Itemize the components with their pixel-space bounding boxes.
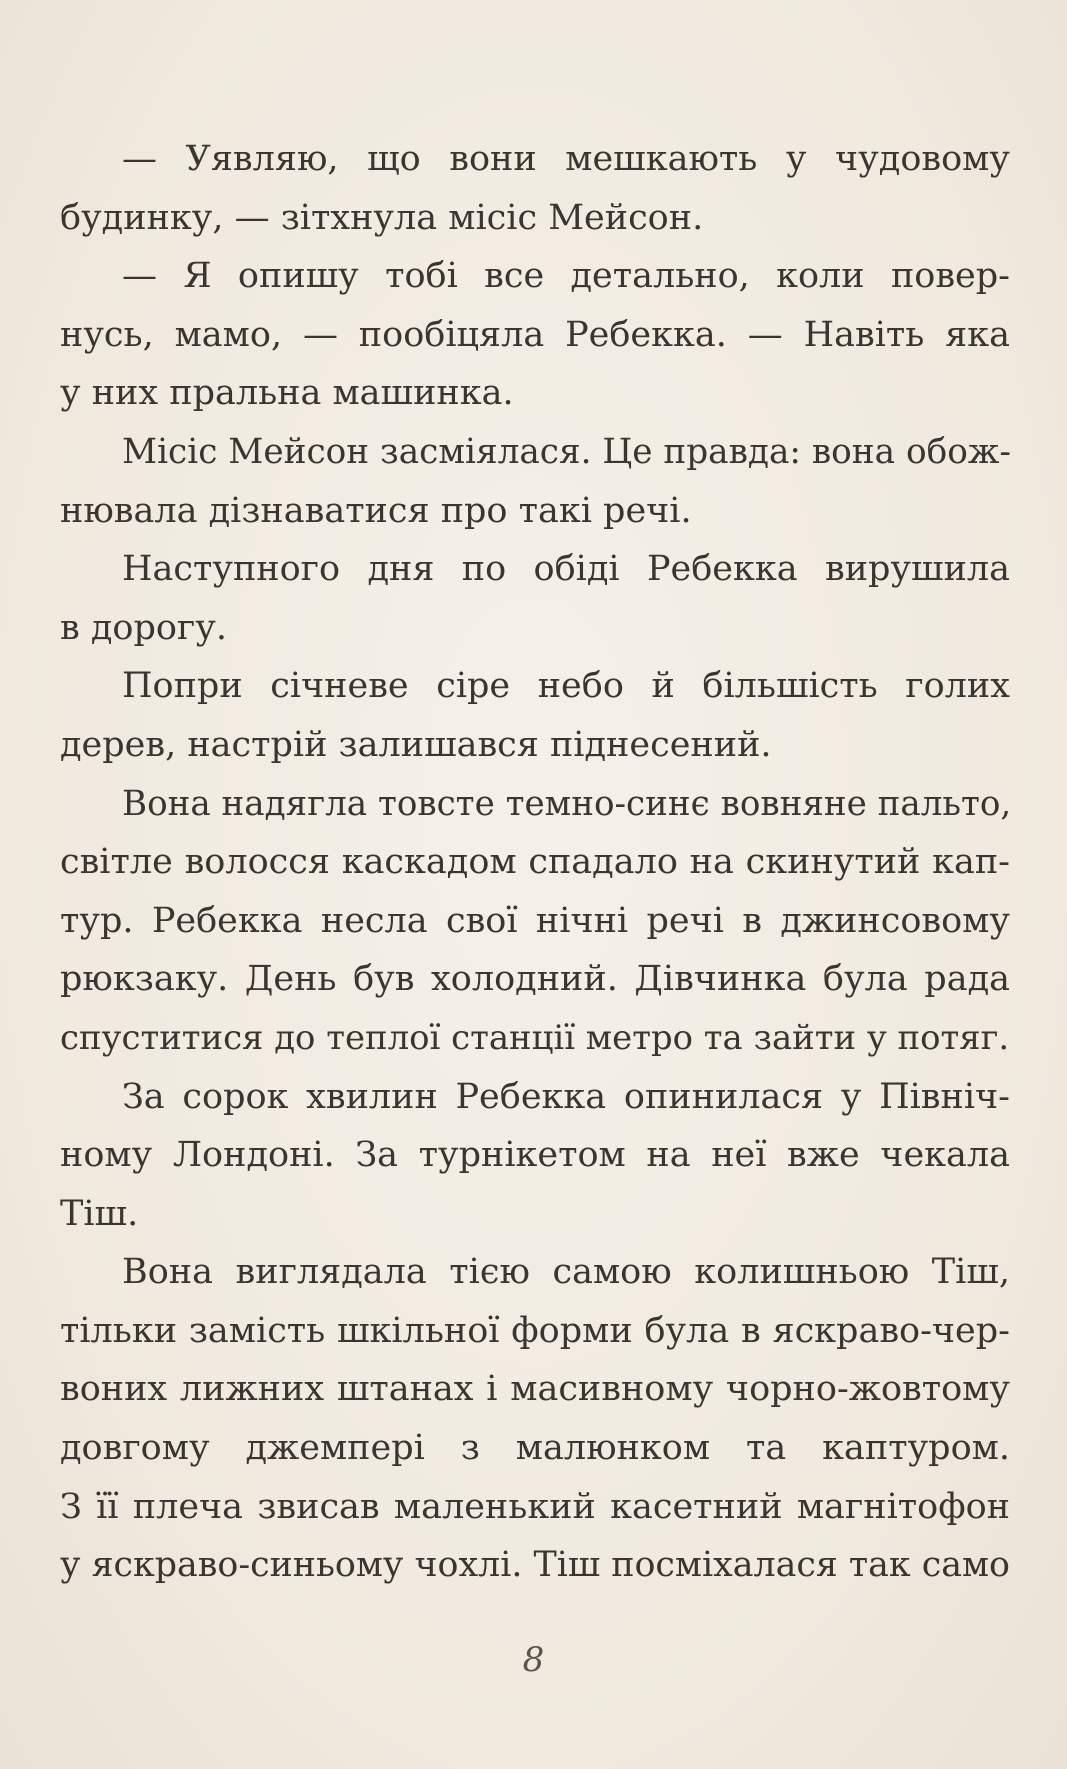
text-line: Наступного дня по обіді Ребекка вирушила <box>122 549 1010 590</box>
text-line: З її плеча звисав маленький касетний магнітофон <box>60 1486 1010 1527</box>
text-line: спуститися до теплої станції метро та зайти у потяг. <box>60 1017 1010 1057</box>
text-line: Тіш. <box>60 1193 139 1234</box>
text-line: — Уявляю, що вони мешкають у чудовому <box>122 139 1010 179</box>
text-line: у яскраво-синьому чохлі. Тіш посміхалася так само <box>60 1545 1010 1586</box>
text-line: тур. Ребекка несла свої нічні речі в джинсовому <box>60 900 1010 941</box>
page-number: 8 <box>522 1640 545 1680</box>
paragraph <box>60 540 1010 657</box>
text-line: Вона виглядала тією самою колишньою Тіш, <box>122 1252 1010 1293</box>
text-line: За сорок хвилин Ребекка опинилася у Північ- <box>122 1076 1010 1117</box>
text-line: ному Лондоні. За турнікетом на неї вже чекала <box>60 1135 1010 1176</box>
text-line: нювала дізнаватися про такі речі. <box>60 490 692 531</box>
text-line: Вона надягла товсте темно-синє вовняне пальто, <box>122 783 1012 824</box>
text-line: нусь, мамо, — пообіцяла Ребекка. — Навіть яка <box>60 314 1010 355</box>
paragraph <box>60 423 1010 540</box>
paragraph <box>60 775 1010 1068</box>
text-line: воних лижних штанах і масивному чорно-жовтому <box>60 1369 1010 1410</box>
text-line: будинку, — зітхнула місіс Мейсон. <box>60 197 704 238</box>
text-line: довгому джемпері з малюнком та каптуром. <box>60 1428 1010 1469</box>
text-line: тільки замість шкільної форми була в яскраво-чер- <box>60 1310 1010 1351</box>
text-line: Попри січневе сіре небо й більшість голих <box>122 666 1010 707</box>
paragraph <box>60 1243 1010 1595</box>
text-line: світле волосся каскадом спадало на скинутий кап- <box>60 842 1010 883</box>
text-line: в дорогу. <box>60 607 227 648</box>
paragraph <box>60 130 1010 247</box>
text-line: рюкзаку. День був холодний. Дівчинка була рада <box>60 959 1010 1000</box>
text-line: дерев, настрій залишався піднесений. <box>60 724 772 765</box>
body-text <box>60 130 1010 1595</box>
text-line: Місіс Мейсон засміялася. Це правда: вона обож- <box>122 431 1011 472</box>
paragraph <box>60 1068 1010 1244</box>
paragraph <box>60 247 1010 423</box>
text-line: у них пральна машинка. <box>60 373 514 414</box>
paragraph <box>60 657 1010 774</box>
text-line: — Я опишу тобі все детально, коли повер- <box>122 256 1010 297</box>
